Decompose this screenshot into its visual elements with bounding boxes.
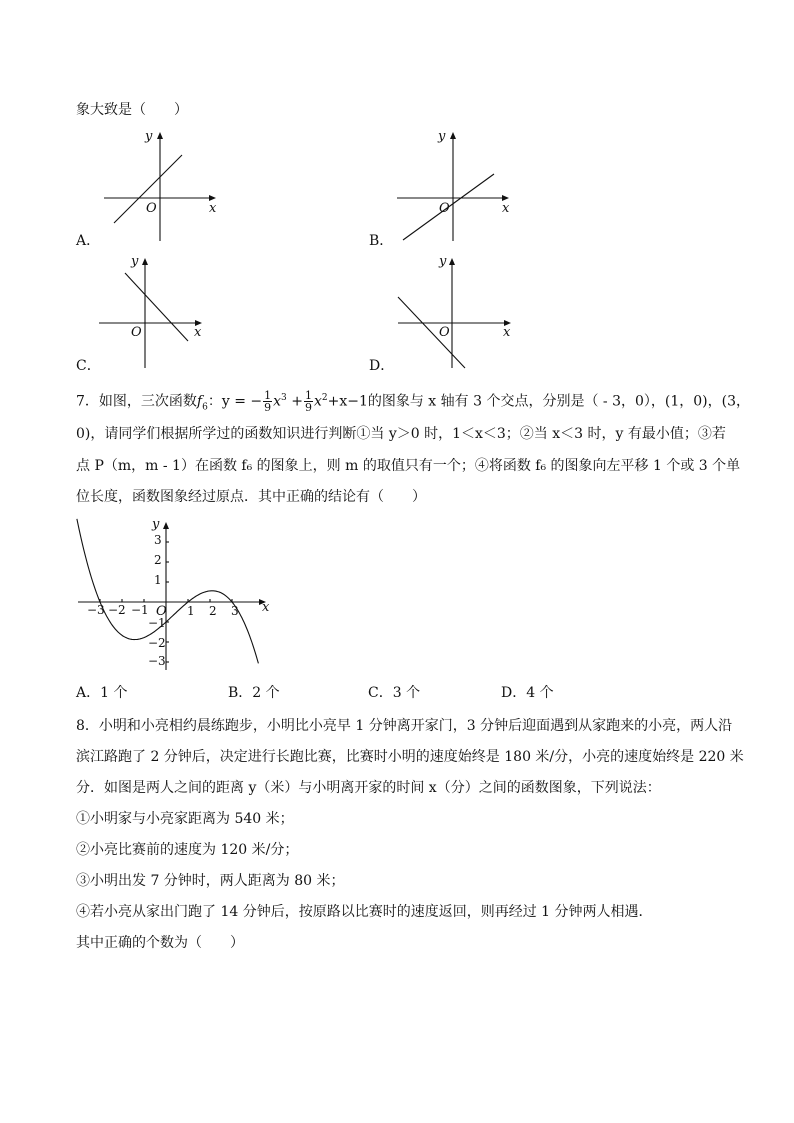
q8-line-2: 滨江路跑了 2 分钟后，决定进行长跑比赛，比赛时小明的速度始终是 180 米/分，小亮的速度始终是 220 米	[76, 749, 744, 765]
q7-colon: ：y =	[207, 393, 246, 410]
frac2-den: 9	[304, 401, 312, 415]
y-arrow-icon	[449, 258, 455, 265]
q7-line-1	[76, 384, 750, 421]
q6-tail: 象大致是（ ）	[76, 102, 188, 118]
y-arrow-icon	[157, 132, 163, 139]
y-label: y	[439, 254, 447, 269]
fraction-1	[263, 390, 272, 413]
q7-line-2: 0)，请同学们根据所学过的函数知识进行判断①当 y＞0 时，1＜x＜3；②当 x＜3 时，y 有最小值；③若	[76, 426, 726, 442]
x-label: x	[503, 325, 511, 340]
x-label: x	[262, 600, 270, 615]
term1-exp: 3	[281, 393, 287, 403]
y-tick-label: −2	[148, 636, 166, 650]
y-tick-label: 3	[154, 533, 162, 547]
y-tick-label: 1	[154, 573, 162, 587]
x-tick-label: −2	[108, 603, 126, 617]
q8-statement-1: ①小明家与小亮家距离为 540 米；	[76, 811, 294, 827]
func-name: f	[196, 393, 203, 410]
y-arrow-icon	[142, 258, 148, 265]
x-tick-label: 3	[231, 604, 239, 618]
origin-label: O	[439, 325, 450, 340]
y-arrow-icon	[163, 522, 169, 529]
q7-minus: −	[250, 393, 263, 410]
option-a-graph	[100, 128, 230, 247]
q7-cubic-graph	[70, 512, 280, 676]
fraction-2	[304, 390, 313, 413]
term1-var: x	[273, 393, 282, 410]
x-tick-label: −3	[87, 603, 105, 617]
q8-statement-4: ④若小亮从家出门跑了 14 分钟后，按原路以比赛时的速度返回，则再经过 1 分钟两人相遇．	[76, 904, 653, 920]
option-d-graph	[394, 253, 519, 375]
q7-option-d: D．4 个	[501, 685, 554, 701]
option-a-label: A．	[76, 233, 101, 249]
y-arrow-icon	[450, 132, 456, 139]
q7-line-3: 点 P（m，m - 1）在函数 f₆ 的图象上，则 m 的取值只有一个；④将函数 f₆ 的图象向左平移 1 个或 3 个单	[76, 458, 741, 474]
option-c-label: C．	[76, 358, 101, 374]
option-c-graph	[95, 253, 215, 375]
y-label: y	[152, 517, 160, 532]
y-tick-label: 2	[154, 553, 162, 567]
x-tick-label: 1	[187, 604, 195, 618]
frac2-num: 1	[304, 389, 312, 403]
origin-label: O	[439, 201, 450, 216]
y-tick-label: −1	[148, 616, 166, 630]
q7-line-4: 位长度，函数图象经过原点．其中正确的结论有（ ）	[76, 489, 426, 505]
x-label: x	[209, 201, 217, 216]
y-label: y	[438, 129, 446, 144]
term2-var: x	[313, 393, 322, 410]
x-tick-label: 2	[209, 604, 217, 618]
q7-option-a: A．1 个	[76, 685, 128, 701]
origin-label: O	[156, 604, 167, 619]
q7-line1-rest: 的图象与 x 轴有 3 个交点，分别是（ - 3，0），(1，0)，(3，	[367, 393, 751, 410]
q7-plus: +	[291, 393, 303, 410]
q8-statement-2: ②小亮比赛前的速度为 120 米/分；	[76, 842, 299, 858]
term2-exp: 2	[321, 393, 328, 403]
graph-line	[398, 297, 465, 368]
q8-statement-3: ③小明出发 7 分钟时，两人距离为 80 米；	[76, 873, 345, 889]
y-tick-label: −3	[148, 654, 166, 668]
y-label: y	[145, 129, 153, 144]
frac1-num: 1	[264, 389, 272, 403]
q7-prefix: 7．如图，三次函数	[76, 393, 197, 410]
q7-option-c: C．3 个	[368, 685, 421, 701]
option-b-label: B．	[369, 233, 394, 249]
x-label: x	[502, 201, 510, 216]
option-b-graph	[393, 128, 523, 247]
option-d-label: D．	[369, 358, 395, 374]
x-tick-label: −1	[131, 603, 149, 617]
x-label: x	[194, 325, 202, 340]
term3: +x−1	[327, 393, 368, 410]
q7-option-b: B．2 个	[228, 685, 280, 701]
q8-line-1: 8．小明和小亮相约晨练跑步，小明比小亮早 1 分钟离开家门，3 分钟后迎面遇到从家跑来的小亮，两人沿	[76, 718, 733, 734]
frac1-den: 9	[264, 401, 272, 415]
q8-tail: 其中正确的个数为（ ）	[76, 935, 244, 951]
y-label: y	[131, 254, 139, 269]
func-sub: 6	[202, 402, 208, 413]
q8-line-3: 分．如图是两人之间的距离 y（米）与小明离开家的时间 x（分）之间的函数图象，下列说法：	[76, 780, 661, 796]
origin-label: O	[146, 201, 157, 216]
origin-label: O	[131, 325, 142, 340]
